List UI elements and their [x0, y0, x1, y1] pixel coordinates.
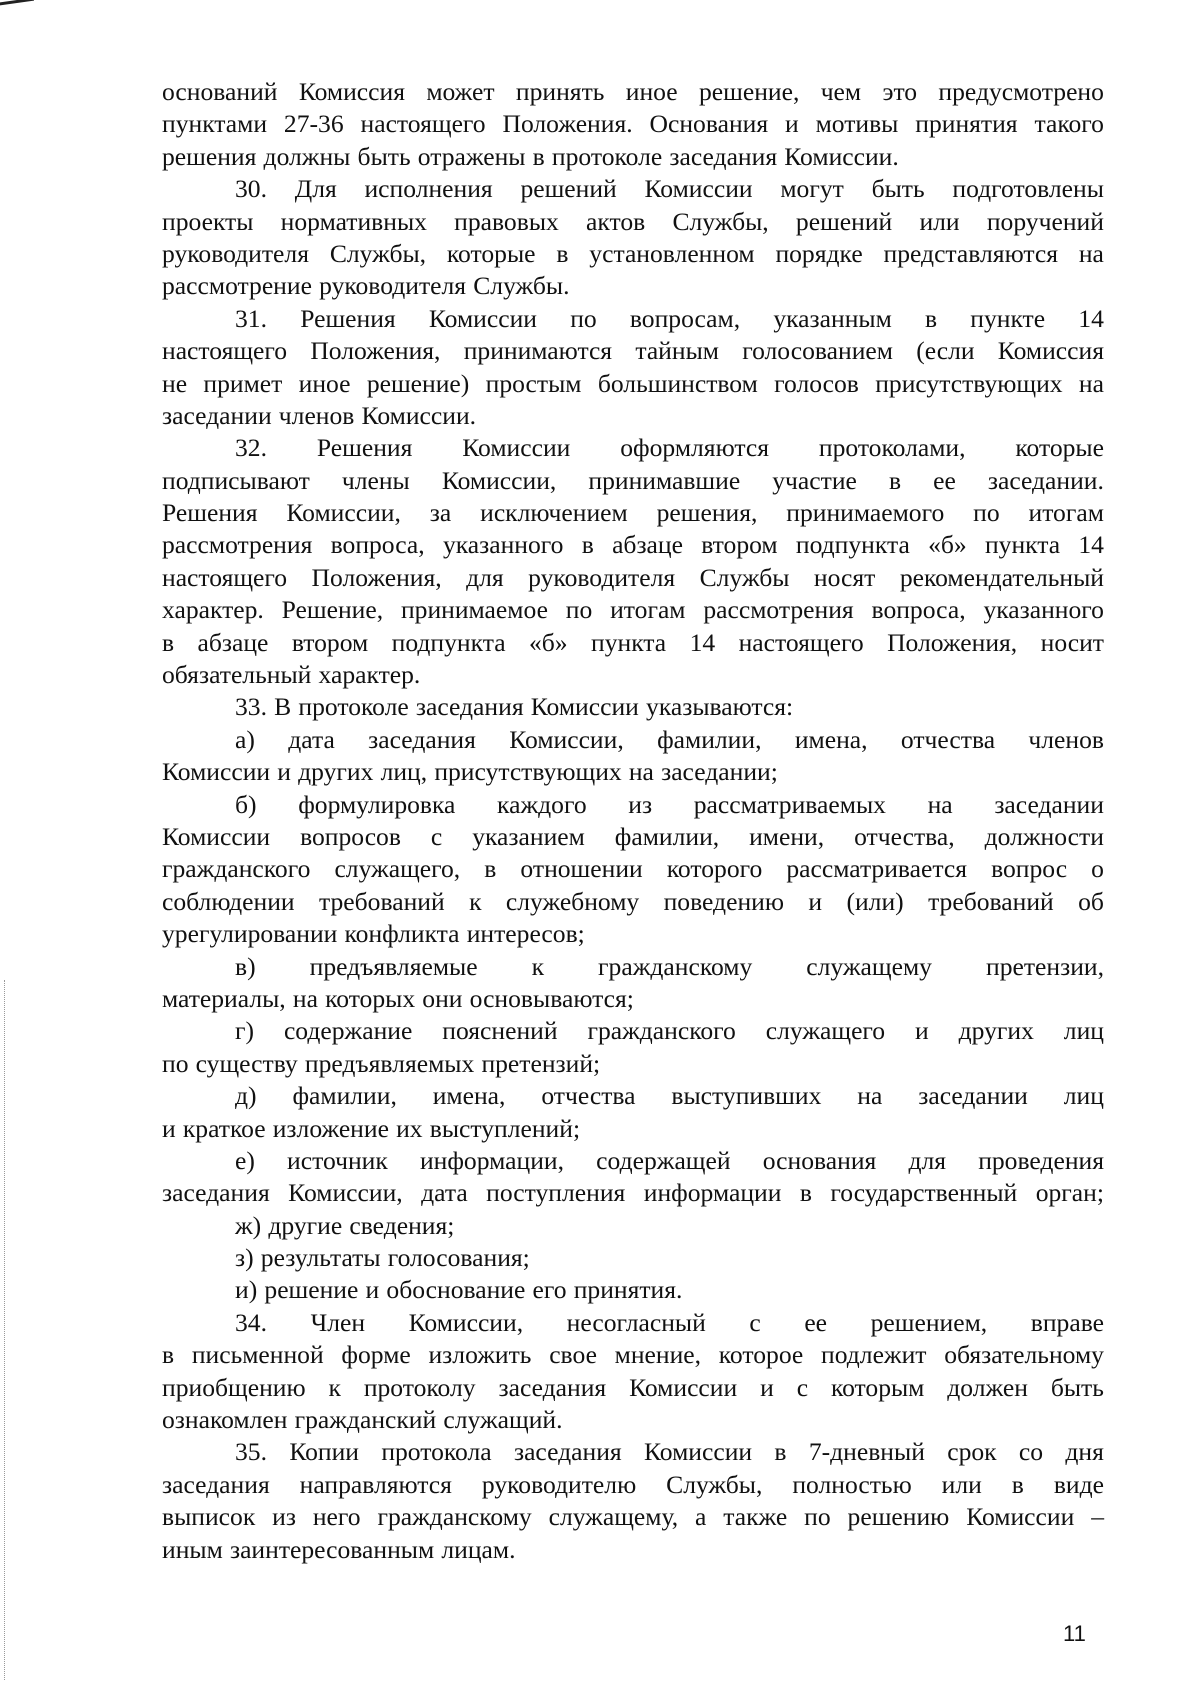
- text-line: заседании членов Комиссии.: [162, 400, 477, 430]
- text-line: гражданского служащего, в отношении которого рассматривается вопрос о: [162, 854, 1104, 884]
- text-line: урегулировании конфликта интересов;: [162, 919, 585, 949]
- text-line: з) результаты голосования;: [235, 1243, 530, 1273]
- text-line: Комиссии и других лиц, присутствующих на заседании;: [162, 757, 778, 787]
- text-line: 34. Член Комиссии, несогласный с ее решением, вправе: [235, 1307, 1104, 1337]
- text-line: иным заинтересованным лицам.: [162, 1534, 516, 1564]
- text-line: и) решение и обоснование его принятия.: [235, 1275, 683, 1305]
- text-line: д) фамилии, имена, отчества выступивших на заседании лиц: [235, 1081, 1104, 1111]
- text-line: по существу предъявляемых претензий;: [162, 1048, 601, 1078]
- document-body: [162, 76, 1104, 1566]
- text-line: 31. Решения Комиссии по вопросам, указанным в пункте 14: [235, 303, 1104, 333]
- text-line: в) предъявляемые к гражданскому служащему претензии,: [235, 951, 1104, 981]
- text-line: а) дата заседания Комиссии, фамилии, имена, отчества членов: [235, 724, 1104, 754]
- text-line: 35. Копии протокола заседания Комиссии в 7-дневный срок со дня: [235, 1437, 1104, 1467]
- text-line: заседания Комиссии, дата поступления информации в государственный орган;: [162, 1178, 1104, 1208]
- text-line: руководителя Службы, которые в установленном порядке представляются на: [162, 238, 1104, 268]
- text-line: пунктами 27-36 настоящего Положения. Основания и мотивы принятия такого: [162, 109, 1104, 139]
- text-line: Решения Комиссии, за исключением решения, принимаемого по итогам: [162, 498, 1104, 528]
- text-line: ознакомлен гражданский служащий.: [162, 1405, 563, 1435]
- text-line: 32. Решения Комиссии оформляются протоколами, которые: [235, 433, 1104, 463]
- page-number: 11: [1063, 1621, 1086, 1646]
- text-line: 33. В протоколе заседания Комиссии указываются:: [235, 692, 794, 722]
- text-line: Комиссии вопросов с указанием фамилии, имени, отчества, должности: [162, 821, 1104, 851]
- text-line: рассмотрение руководителя Службы.: [162, 271, 570, 301]
- text-line: решения должны быть отражены в протоколе заседания Комиссии.: [162, 141, 899, 171]
- text-line: заседания направляются руководителю Службы, полностью или в виде: [162, 1469, 1104, 1499]
- scan-edge-line: [4, 980, 6, 1680]
- text-line: е) источник информации, содержащей основания для проведения: [235, 1145, 1104, 1175]
- text-line: и краткое изложение их выступлений;: [162, 1113, 581, 1143]
- scan-artifact: [0, 0, 34, 15]
- text-line: ж) другие сведения;: [235, 1210, 455, 1240]
- text-line: в абзаце втором подпункта «б» пункта 14 настоящего Положения, носит: [162, 627, 1104, 657]
- text-line: настоящего Положения, для руководителя Службы носят рекомендательный: [162, 562, 1104, 592]
- text-line: характер. Решение, принимаемое по итогам рассмотрения вопроса, указанного: [162, 595, 1104, 625]
- text-line: обязательный характер.: [162, 660, 421, 690]
- text-line: подписывают члены Комиссии, принимавшие участие в ее заседании.: [162, 465, 1104, 495]
- text-line: не примет иное решение) простым большинством голосов присутствующих на: [162, 368, 1104, 398]
- text-line: соблюдении требований к служебному поведению и (или) требований об: [162, 886, 1104, 916]
- text-line: б) формулировка каждого из рассматриваемых на заседании: [235, 789, 1104, 819]
- text-line: проекты нормативных правовых актов Службы, решений или поручений: [162, 206, 1104, 236]
- text-line: материалы, на которых они основываются;: [162, 983, 634, 1013]
- text-line: г) содержание пояснений гражданского служащего и других лиц: [235, 1016, 1104, 1046]
- text-line: выписок из него гражданскому служащему, а также по решению Комиссии –: [162, 1502, 1104, 1532]
- text-line: рассмотрения вопроса, указанного в абзаце втором подпункта «б» пункта 14: [162, 530, 1104, 560]
- text-line: приобщению к протоколу заседания Комиссии и с которым должен быть: [162, 1372, 1104, 1402]
- text-line: настоящего Положения, принимаются тайным голосованием (если Комиссия: [162, 336, 1104, 366]
- text-line: в письменной форме изложить свое мнение, которое подлежит обязательному: [162, 1340, 1104, 1370]
- text-line: оснований Комиссия может принять иное решение, чем это предусмотрено: [162, 77, 1104, 106]
- text-line: 30. Для исполнения решений Комиссии могут быть подготовлены: [235, 174, 1104, 204]
